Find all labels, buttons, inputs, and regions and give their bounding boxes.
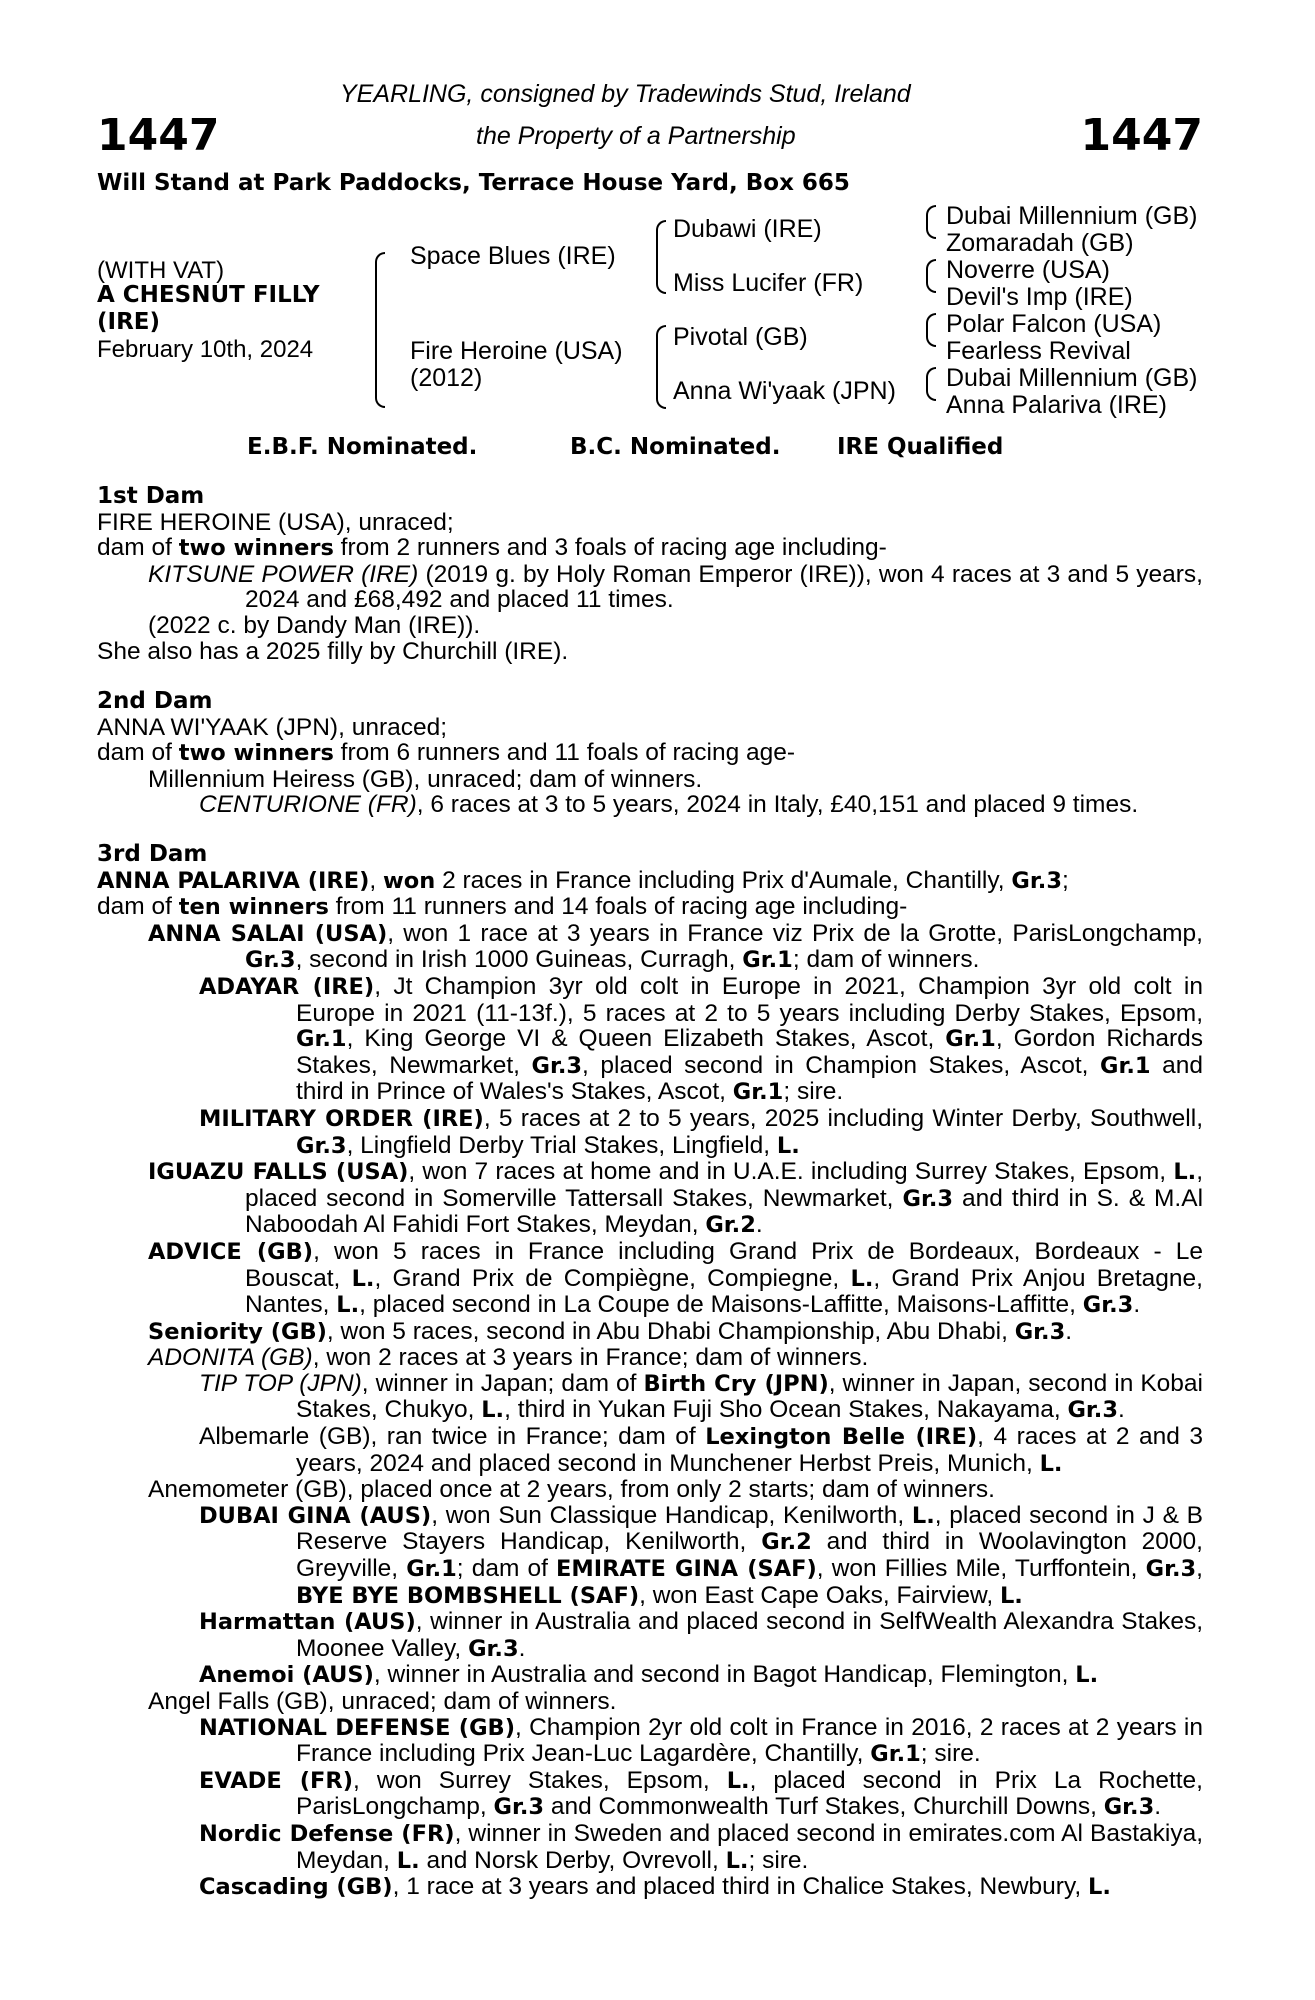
- pedigree-brace-sd: [926, 259, 936, 293]
- entry-cascading: Cascading (GB), 1 race at 3 years and placed third in Chalice Stakes, Newbury, L.: [199, 1873, 1111, 1901]
- third-dam-section: [97, 842, 1203, 1901]
- first-dam-name: FIRE HEROINE (USA), unraced;: [97, 508, 454, 536]
- entry-seniority: Seniority (GB), won 5 races, second in Abu Dhabi Championship, Abu Dhabi, Gr.3.: [148, 1317, 1073, 1345]
- entry-anemoi: Anemoi (AUS), winner in Australia and second in Bagot Handicap, Flemington, L.: [199, 1661, 1099, 1689]
- pedigree-brace-gen1: [375, 252, 385, 408]
- dam-dam-sire: Dubai Millennium (GB): [946, 364, 1198, 392]
- entry-evade: EVADE (FR), won Surrey Stakes, Epsom, L., placed second in Prix La Rochette, ParisLongchamp, Gr.3 and Commonwealth Turf Stakes, Churchill Downs, Gr.3.: [199, 1766, 1203, 1821]
- second-dam-grandfoal: CENTURIONE (FR), 6 races at 3 to 5 years, 2024 in Italy, £40,151 and placed 9 times.: [199, 791, 1139, 819]
- entry-angel-falls: Angel Falls (GB), unraced; dam of winners.: [148, 1688, 617, 1715]
- entry-nordic-defense: Nordic Defense (FR), winner in Sweden and placed second in emirates.com Al Bastakiya, Meydan, L. and Norsk Derby, Ovrevoll, L.; sire.: [199, 1819, 1204, 1874]
- property-line: the Property of a Partnership: [476, 122, 796, 150]
- lot-number-left: 1447: [97, 110, 220, 161]
- entry-adayar: ADAYAR (IRE), Jt Champion 3yr old colt in Europe in 2021, Champion 3yr old colt in Europe in 2021 (11-13f.), 5 races at 2 to 5 years including Derby Stakes, Epsom, Gr.1, King George VI & Queen Elizabeth Stakes, Ascot, Gr.1, Gordon Richards Stakes, Newmarket, Gr.3, placed second in Champion Stakes, Ascot, Gr.1 and third in Prince of Wales's Stakes, Ascot, Gr.1; sire.: [199, 972, 1203, 1106]
- sire-sire-sire: Dubai Millennium (GB): [946, 202, 1198, 230]
- first-dam-section: [97, 484, 1203, 664]
- dam-year: (2012): [410, 364, 483, 392]
- third-dam-heading: 3rd Dam: [97, 841, 208, 867]
- third-dam-name: ANNA PALARIVA (IRE), won 2 races in France including Prix d'Aumale, Chantilly, Gr.3;: [97, 866, 1069, 894]
- first-dam-foal-kitsune: KITSUNE POWER (IRE) (2019 g. by Holy Roman Emperor (IRE)), won 4 races at 3 and 5 years, 2024 and £68,492 and placed 11 times.: [148, 560, 1203, 614]
- entry-anna-salai: ANNA SALAI (USA), won 1 race at 3 years in France viz Prix de la Grotte, ParisLongchamp, Gr.3, second in Irish 1000 Guineas, Curragh, Gr.1; dam of winners.: [148, 919, 1203, 974]
- second-dam-heading: 2nd Dam: [97, 688, 213, 714]
- pedigree-brace-ss: [926, 205, 936, 239]
- entry-iguazu-falls: IGUAZU FALLS (USA), won 7 races at home and in U.A.E. including Surrey Stakes, Epsom, L., placed second in Somerville Tattersall Stakes, Newmarket, Gr.3 and third in S. & M.Al Naboodah Al Fahidi Fort Stakes, Meydan, Gr.2.: [148, 1158, 1204, 1239]
- pedigree-brace-dd: [926, 367, 936, 401]
- sire-dam: Miss Lucifer (FR): [673, 269, 864, 297]
- dam-sire-dam: Fearless Revival: [946, 337, 1131, 365]
- ire-qualified: IRE Qualified: [837, 434, 1004, 460]
- entry-albemarle: Albemarle (GB), ran twice in France; dam of Lexington Belle (IRE), 4 races at 2 and 3 years, 2024 and placed second in Munchener Herbst Preis, Munich, L.: [199, 1423, 1204, 1477]
- second-dam-section: [97, 689, 1203, 818]
- first-dam-produce: dam of two winners from 2 runners and 3 foals of racing age including-: [97, 534, 887, 562]
- first-dam-heading: 1st Dam: [97, 483, 205, 509]
- pedigree-brace-sire: [656, 220, 666, 294]
- second-dam-name: ANNA WI'YAAK (JPN), unraced;: [97, 713, 448, 741]
- vat-label: (WITH VAT): [97, 257, 225, 284]
- consignor-line: YEARLING, consigned by Tradewinds Stud, Ireland: [340, 80, 911, 108]
- dam-dam: Anna Wi'yaak (JPN): [673, 377, 896, 405]
- entry-national-defense: NATIONAL DEFENSE (GB), Champion 2yr old colt in France in 2016, 2 races at 2 years in France including Prix Jean-Luc Lagardère, Chantilly, Gr.1; sire.: [199, 1713, 1203, 1768]
- first-dam-note: She also has a 2025 filly by Churchill (IRE).: [97, 637, 569, 665]
- sire-dam-sire: Noverre (USA): [946, 256, 1110, 284]
- dam-sire: Pivotal (GB): [673, 323, 808, 351]
- sire-sire: Dubawi (IRE): [673, 215, 822, 243]
- ebf-nomination: E.B.F. Nominated.: [247, 434, 478, 460]
- second-dam-produce: dam of two winners from 6 runners and 11 foals of racing age-: [97, 739, 796, 767]
- dam-dam-dam: Anna Palariva (IRE): [946, 391, 1167, 419]
- third-dam-produce: dam of ten winners from 11 runners and 14 foals of racing age including-: [97, 893, 908, 921]
- sire-name: Space Blues (IRE): [410, 242, 616, 270]
- entry-adonita: ADONITA (GB), won 2 races at 3 years in France; dam of winners.: [148, 1344, 869, 1372]
- second-dam-foal-heiress: Millennium Heiress (GB), unraced; dam of winners.: [148, 765, 703, 793]
- foaling-date: February 10th, 2024: [97, 336, 314, 363]
- bc-nomination: B.C. Nominated.: [570, 434, 781, 460]
- entry-tip-top: TIP TOP (JPN), winner in Japan; dam of Birth Cry (JPN), winner in Japan, second in Kobai Stakes, Chukyo, L., third in Yukan Fuji Sho Ocean Stakes, Nakayama, Gr.3.: [199, 1369, 1204, 1424]
- sire-dam-dam: Devil's Imp (IRE): [946, 283, 1133, 311]
- lot-number-right: 1447: [1080, 110, 1203, 161]
- entry-military-order: MILITARY ORDER (IRE), 5 races at 2 to 5 years, 2025 including Winter Derby, Southwell, Gr.3, Lingfield Derby Trial Stakes, Lingfield, L.: [199, 1104, 1204, 1159]
- dam-name: Fire Heroine (USA): [410, 337, 623, 365]
- sire-sire-dam: Zomaradah (GB): [946, 229, 1134, 257]
- horse-description: A CHESNUT FILLY: [97, 282, 320, 308]
- entry-dubai-gina: DUBAI GINA (AUS), won Sun Classique Handicap, Kenilworth, L., placed second in J & B Reserve Stayers Handicap, Kenilworth, Gr.2 and third in Woolavington 2000, Greyville, Gr.1; dam of EMIRATE GINA (SAF), won Fillies Mile, Turffontein, Gr.3, BYE BYE BOMBSHELL (SAF), won East Cape Oaks, Fairview, L.: [199, 1501, 1203, 1609]
- pedigree-brace-dam: [656, 325, 666, 409]
- dam-sire-sire: Polar Falcon (USA): [946, 310, 1162, 338]
- stand-location: Will Stand at Park Paddocks, Terrace House Yard, Box 665: [97, 170, 850, 196]
- first-dam-foal-2022: (2022 c. by Dandy Man (IRE)).: [148, 611, 481, 639]
- entry-anemometer: Anemometer (GB), placed once at 2 years, from only 2 starts; dam of winners.: [148, 1476, 995, 1504]
- horse-origin: (IRE): [97, 309, 161, 335]
- pedigree-brace-ds: [926, 313, 936, 347]
- entry-advice: ADVICE (GB), won 5 races in France including Grand Prix de Bordeaux, Bordeaux - Le Bouscat, L., Grand Prix de Compiègne, Compiegne, L., Grand Prix Anjou Bretagne, Nantes, L., placed second in La Coupe de Maisons-Laffitte, Maisons-Laffitte, Gr.3.: [148, 1237, 1203, 1319]
- entry-harmattan: Harmattan (AUS), winner in Australia and placed second in SelfWealth Alexandra Stakes, Moonee Valley, Gr.3.: [199, 1608, 1204, 1662]
